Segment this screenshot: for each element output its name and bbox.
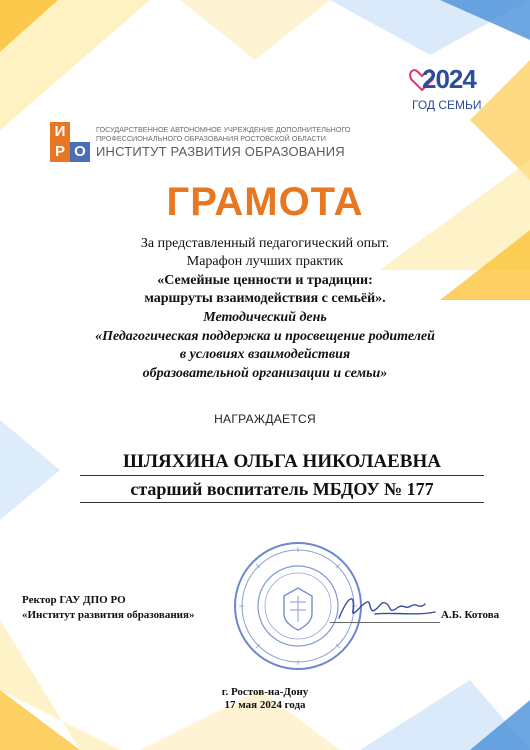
certificate-text-line: За представленный педагогический опыт. (140, 236, 390, 251)
signer-name: А.Б. Котова (441, 609, 500, 621)
recipient-name: ШЛЯХИНА ОЛЬГА НИКОЛАЕВНА (80, 451, 484, 476)
organization-full-name: ГОСУДАРСТВЕННОЕ АВТОНОМНОЕ УЧРЕЖДЕНИЕ ДОПОЛНИТЕЛЬНОГО ПРОФЕССИОНАЛЬНОГО ОБРАЗОВАНИЯ РОСТОВСКОЙ ОБЛАСТИ (96, 125, 351, 143)
organization-short-name: ИНСТИТУТ РАЗВИТИЯ ОБРАЗОВАНИЯ (96, 144, 345, 159)
signer-title (22, 593, 194, 623)
iro-logo-letter-i: И (50, 122, 70, 142)
date: 17 мая 2024 года (224, 699, 306, 711)
signer-title-line1: Ректор ГАУ ДПО РО (22, 594, 126, 606)
certificate-text-line: образовательной организации и семьи» (142, 366, 388, 381)
certificate-text-line: Марафон лучших практик (186, 254, 344, 269)
iro-logo-blank (70, 122, 90, 142)
awarded-label: НАГРАЖДАЕТСЯ (214, 412, 316, 426)
iro-logo-letter-r: Р (50, 142, 70, 162)
certificate-text-line: в условиях взаимодействия (179, 347, 351, 362)
place-and-date (0, 686, 530, 712)
year-logo-subtitle: ГОД СЕМЬИ (412, 98, 482, 112)
year-logo-number: 2024 (422, 64, 476, 94)
certificate-title: ГРАМОТА (166, 180, 364, 224)
iro-logo-letter-o: О (70, 142, 90, 162)
handwritten-signature (335, 590, 440, 626)
recipient-position: старший воспитатель МБДОУ № 177 (80, 479, 484, 503)
iro-logo (50, 122, 90, 162)
certificate-text-line: «Педагогическая поддержка и просвещение родителей (95, 329, 435, 344)
certificate-text-line: «Семейные ценности и традиции: (157, 273, 373, 288)
signer-title-line2: «Институт развития образования» (22, 609, 195, 621)
certificate-text-line: Методический день (203, 310, 327, 325)
certificate-text-line: маршруты взаимодействия с семьёй». (144, 291, 386, 306)
city: г. Ростов-на-Дону (221, 686, 309, 698)
signature-line (330, 622, 440, 623)
